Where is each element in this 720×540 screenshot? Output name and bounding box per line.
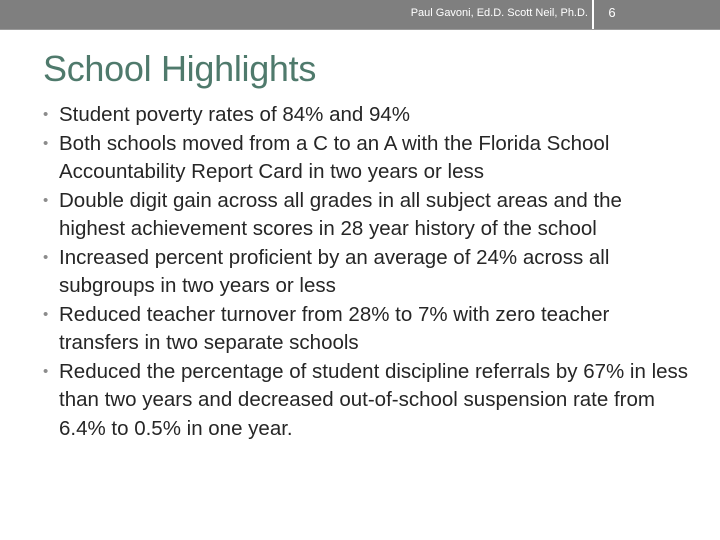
bullet-icon: • [43, 305, 49, 323]
bullet-text: Reduced teacher turnover from 28% to 7% with zero teacher transfers in two separate schools [59, 302, 610, 354]
bullet-item [43, 301, 693, 358]
header-divider [592, 0, 594, 29]
bullet-item [43, 358, 693, 444]
bullet-icon: • [43, 106, 49, 123]
bullet-text: Reduced the percentage of student discipline referrals by 67% in less than two years and decreased out-of-school suspension rate from 6.4% to 0.5% in one year. [59, 359, 689, 440]
author-credit: Paul Gavoni, Ed.D. Scott Neil, Ph.D. [410, 7, 588, 19]
bullet-item [43, 130, 693, 187]
page-number: 6 [608, 5, 616, 20]
bullet-item [43, 244, 693, 301]
bullet-icon: • [43, 362, 49, 380]
bullet-text: Increased percent proficient by an average of 24% across all subgroups in two years or less [59, 245, 610, 297]
bullet-list [43, 101, 693, 443]
bullet-text: Student poverty rates of 84% and 94% [59, 103, 411, 126]
header-rule [0, 29, 720, 30]
bullet-item [43, 101, 693, 130]
slide-title: School Highlights [43, 48, 317, 89]
bullet-text: Both schools moved from a C to an A with the Florida School Accountability Report Card in two years or less [59, 131, 610, 183]
bullet-text: Double digit gain across all grades in all subject areas and the highest achievement scores in 28 year history of the school [59, 188, 622, 240]
bullet-icon: • [43, 134, 49, 152]
bullet-icon: • [43, 248, 49, 266]
header-bar [0, 0, 720, 29]
bullet-item [43, 187, 693, 244]
bullet-icon: • [43, 191, 49, 209]
